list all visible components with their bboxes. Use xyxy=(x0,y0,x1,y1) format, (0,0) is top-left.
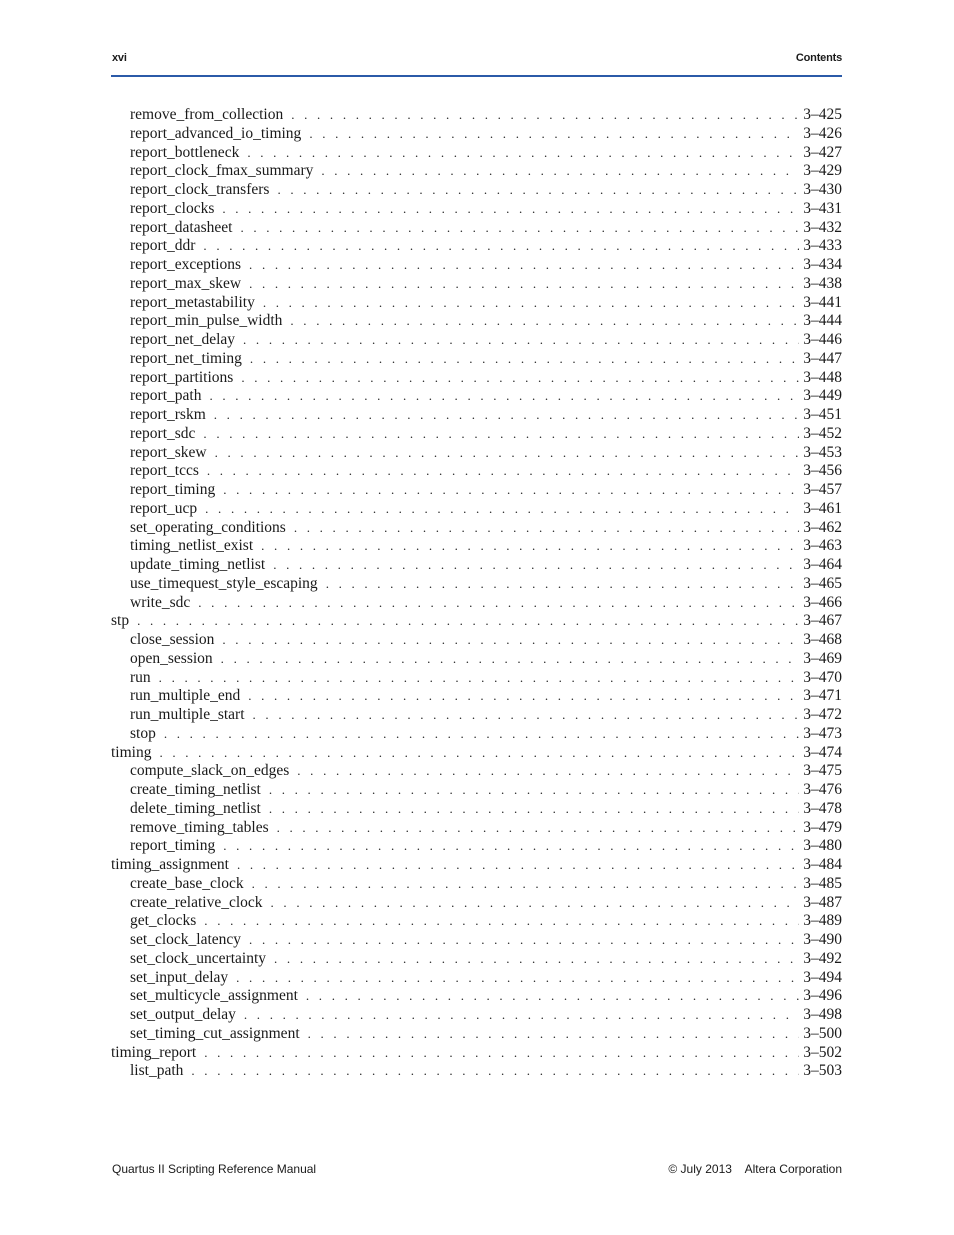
toc-entry[interactable] xyxy=(111,444,842,463)
toc-leader-dots xyxy=(277,181,799,200)
toc-entry-page: 3–438 xyxy=(803,274,842,292)
toc-leader-dots xyxy=(306,987,799,1006)
toc-entry-page: 3–453 xyxy=(803,443,842,461)
toc-entry-label: set_input_delay xyxy=(130,968,229,986)
toc-leader-dots xyxy=(294,519,799,538)
toc-entry[interactable] xyxy=(111,819,842,838)
table-of-contents xyxy=(111,106,842,1081)
toc-entry-page: 3–473 xyxy=(803,724,842,742)
toc-entry-page: 3–494 xyxy=(803,968,842,986)
toc-entry[interactable] xyxy=(111,275,842,294)
toc-entry-page: 3–496 xyxy=(803,987,842,1005)
toc-entry[interactable] xyxy=(111,500,842,519)
toc-leader-dots xyxy=(297,762,799,781)
toc-entry-label: report_min_pulse_width xyxy=(130,312,283,330)
toc-entry[interactable] xyxy=(111,369,842,388)
toc-entry-label: stp xyxy=(111,612,130,630)
footer-manual-title: Quartus II Scripting Reference Manual xyxy=(112,1162,317,1176)
toc-entry-label: remove_timing_tables xyxy=(130,818,269,836)
toc-entry[interactable] xyxy=(111,537,842,556)
toc-entry-page: 3–485 xyxy=(803,874,842,892)
toc-entry-label: use_timequest_style_escaping xyxy=(130,574,318,592)
toc-leader-dots xyxy=(204,912,799,931)
toc-entry[interactable] xyxy=(111,200,842,219)
toc-leader-dots xyxy=(159,744,799,763)
toc-entry[interactable] xyxy=(111,256,842,275)
toc-entry[interactable] xyxy=(111,425,842,444)
toc-entry[interactable] xyxy=(111,294,842,313)
toc-entry[interactable] xyxy=(111,1062,842,1081)
toc-entry-label: run_multiple_end xyxy=(130,687,241,705)
toc-entry[interactable] xyxy=(111,556,842,575)
toc-entry[interactable] xyxy=(111,594,842,613)
toc-entry-label: compute_slack_on_edges xyxy=(130,762,290,780)
toc-leader-dots xyxy=(261,537,799,556)
toc-entry-label: report_tccs xyxy=(130,462,199,480)
toc-entry-page: 3–502 xyxy=(803,1043,842,1061)
toc-entry-page: 3–492 xyxy=(803,949,842,967)
toc-entry[interactable] xyxy=(111,350,842,369)
toc-leader-dots xyxy=(223,837,799,856)
toc-entry-page: 3–475 xyxy=(803,762,842,780)
toc-entry-label: report_bottleneck xyxy=(130,143,240,161)
toc-entry[interactable] xyxy=(111,462,842,481)
toc-leader-dots xyxy=(308,1025,800,1044)
toc-entry[interactable] xyxy=(111,931,842,950)
toc-entry-page: 3–467 xyxy=(803,612,842,630)
toc-entry[interactable] xyxy=(111,181,842,200)
toc-entry-label: create_timing_netlist xyxy=(130,781,261,798)
toc-entry-page: 3–487 xyxy=(803,893,842,911)
toc-entry-page: 3–500 xyxy=(803,1024,842,1042)
toc-leader-dots xyxy=(309,125,799,144)
toc-leader-dots xyxy=(191,1062,799,1081)
toc-leader-dots xyxy=(222,200,799,219)
toc-entry-label: create_base_clock xyxy=(130,874,244,892)
toc-entry-page: 3–484 xyxy=(803,856,842,873)
toc-entry-page: 3–446 xyxy=(803,331,842,348)
toc-leader-dots xyxy=(249,931,799,950)
toc-entry-label: report_exceptions xyxy=(130,256,242,273)
toc-entry[interactable] xyxy=(111,1025,842,1044)
toc-entry-label: set_multicycle_assignment xyxy=(130,987,298,1005)
toc-entry[interactable] xyxy=(111,687,842,706)
toc-entry-page: 3–498 xyxy=(803,1006,842,1023)
toc-entry[interactable] xyxy=(111,331,842,350)
toc-entry-label: open_session xyxy=(130,649,213,667)
toc-entry[interactable] xyxy=(111,519,842,538)
toc-entry[interactable] xyxy=(111,631,842,650)
toc-entry[interactable] xyxy=(111,987,842,1006)
toc-entry-page: 3–468 xyxy=(803,631,842,648)
toc-leader-dots xyxy=(236,969,799,988)
toc-entry-page: 3–463 xyxy=(803,537,842,555)
toc-entry[interactable] xyxy=(111,669,842,688)
toc-entry-page: 3–426 xyxy=(803,124,842,142)
toc-entry-label: report_max_skew xyxy=(130,274,242,292)
toc-leader-dots xyxy=(263,294,799,313)
toc-entry-page: 3–431 xyxy=(803,199,842,217)
toc-leader-dots xyxy=(215,444,800,463)
toc-entry[interactable] xyxy=(111,312,842,331)
toc-leader-dots xyxy=(244,1006,799,1025)
toc-entry[interactable] xyxy=(111,762,842,781)
toc-entry-label: set_output_delay xyxy=(130,1006,236,1023)
toc-entry[interactable] xyxy=(111,969,842,988)
toc-entry-page: 3–430 xyxy=(803,181,842,198)
toc-entry[interactable] xyxy=(111,144,842,163)
toc-entry-label: report_skew xyxy=(130,443,207,461)
toc-entry-label: report_metastability xyxy=(130,293,255,311)
toc-leader-dots xyxy=(241,369,799,388)
toc-entry-page: 3–456 xyxy=(803,462,842,480)
toc-entry-page: 3–427 xyxy=(803,143,842,161)
toc-leader-dots xyxy=(203,425,799,444)
toc-entry[interactable] xyxy=(111,781,842,800)
toc-entry-label: report_ucp xyxy=(130,499,198,517)
toc-entry-label: set_clock_latency xyxy=(130,931,242,948)
toc-entry-page: 3–469 xyxy=(803,649,842,667)
toc-entry-page: 3–472 xyxy=(803,706,842,723)
toc-entry[interactable] xyxy=(111,744,842,763)
toc-entry-page: 3–476 xyxy=(803,781,842,798)
toc-leader-dots xyxy=(243,331,799,350)
toc-leader-dots xyxy=(209,387,799,406)
toc-leader-dots xyxy=(277,819,800,838)
toc-entry-page: 3–465 xyxy=(803,574,842,592)
toc-leader-dots xyxy=(248,687,799,706)
toc-entry-label: get_clocks xyxy=(130,912,197,930)
toc-entry-label: timing_netlist_exist xyxy=(130,537,254,555)
toc-leader-dots xyxy=(247,144,799,163)
toc-entry-label: report_timing xyxy=(130,837,216,855)
toc-entry-page: 3–461 xyxy=(803,499,842,517)
toc-entry-page: 3–478 xyxy=(803,799,842,817)
toc-entry-page: 3–471 xyxy=(803,687,842,705)
toc-entry-page: 3–425 xyxy=(803,106,842,123)
toc-entry-page: 3–503 xyxy=(803,1062,842,1080)
toc-entry[interactable] xyxy=(111,162,842,181)
toc-entry-page: 3–448 xyxy=(803,368,842,386)
toc-entry-label: set_timing_cut_assignment xyxy=(130,1024,300,1042)
toc-entry-label: report_sdc xyxy=(130,424,196,442)
toc-leader-dots xyxy=(198,594,799,613)
toc-entry-page: 3–452 xyxy=(803,424,842,442)
toc-leader-dots xyxy=(290,312,799,331)
toc-entry-label: write_sdc xyxy=(130,593,191,611)
toc-entry[interactable] xyxy=(111,575,842,594)
toc-entry-label: close_session xyxy=(130,631,215,648)
toc-entry-page: 3–490 xyxy=(803,931,842,948)
toc-entry[interactable] xyxy=(111,406,842,425)
toc-entry-page: 3–489 xyxy=(803,912,842,930)
toc-entry-page: 3–479 xyxy=(803,818,842,836)
toc-entry-page: 3–447 xyxy=(803,349,842,367)
toc-entry-label: timing xyxy=(111,743,152,761)
toc-entry-label: timing_report xyxy=(111,1043,197,1061)
toc-entry-label: report_clock_transfers xyxy=(130,181,270,198)
toc-entry-label: create_relative_clock xyxy=(130,893,263,911)
toc-entry-label: report_net_delay xyxy=(130,331,236,348)
toc-entry[interactable] xyxy=(111,237,842,256)
footer-copyright xyxy=(668,1162,842,1176)
toc-leader-dots xyxy=(159,669,800,688)
toc-leader-dots xyxy=(207,462,799,481)
toc-entry-label: list_path xyxy=(130,1062,184,1080)
section-title: Contents xyxy=(795,52,842,64)
toc-entry[interactable] xyxy=(111,1044,842,1063)
toc-entry-label: timing_assignment xyxy=(111,856,229,873)
toc-entry[interactable] xyxy=(111,725,842,744)
toc-leader-dots xyxy=(164,725,799,744)
toc-entry[interactable] xyxy=(111,612,842,631)
toc-entry[interactable] xyxy=(111,1006,842,1025)
toc-leader-dots xyxy=(291,106,799,125)
toc-leader-dots xyxy=(250,350,799,369)
toc-leader-dots xyxy=(205,500,799,519)
toc-entry-label: set_operating_conditions xyxy=(130,518,286,536)
toc-entry-page: 3–429 xyxy=(803,162,842,180)
toc-entry-label: report_advanced_io_timing xyxy=(130,124,302,142)
toc-entry-label: report_rskm xyxy=(130,406,206,423)
toc-entry-page: 3–457 xyxy=(803,481,842,498)
toc-leader-dots xyxy=(253,706,800,725)
toc-leader-dots xyxy=(321,162,799,181)
toc-leader-dots xyxy=(252,875,800,894)
toc-leader-dots xyxy=(222,631,799,650)
toc-entry[interactable] xyxy=(111,481,842,500)
toc-entry-label: report_net_timing xyxy=(130,349,242,367)
toc-leader-dots xyxy=(273,556,799,575)
toc-entry-page: 3–451 xyxy=(803,406,842,423)
toc-leader-dots xyxy=(204,1044,799,1063)
toc-leader-dots xyxy=(249,256,799,275)
toc-leader-dots xyxy=(326,575,800,594)
toc-leader-dots xyxy=(214,406,799,425)
toc-entry-page: 3–444 xyxy=(803,312,842,330)
toc-entry-label: set_clock_uncertainty xyxy=(130,949,267,967)
toc-entry-page: 3–441 xyxy=(803,293,842,311)
toc-entry-label: run xyxy=(130,668,151,686)
toc-leader-dots xyxy=(223,481,799,500)
toc-leader-dots xyxy=(269,781,799,800)
toc-entry[interactable] xyxy=(111,387,842,406)
toc-entry-label: report_path xyxy=(130,387,202,405)
toc-leader-dots xyxy=(203,237,799,256)
toc-entry-page: 3–432 xyxy=(803,218,842,236)
page-number: xvi xyxy=(112,52,127,64)
toc-entry[interactable] xyxy=(111,837,842,856)
toc-leader-dots xyxy=(269,800,799,819)
toc-entry-page: 3–449 xyxy=(803,387,842,405)
footer-date: © July 2013 xyxy=(668,1162,732,1176)
toc-leader-dots xyxy=(137,612,799,631)
toc-entry[interactable] xyxy=(111,856,842,875)
toc-entry-label: report_clock_fmax_summary xyxy=(130,162,314,180)
toc-entry[interactable] xyxy=(111,650,842,669)
toc-entry-label: report_partitions xyxy=(130,368,234,386)
toc-entry[interactable] xyxy=(111,950,842,969)
toc-entry[interactable] xyxy=(111,106,842,125)
toc-entry[interactable] xyxy=(111,219,842,238)
toc-leader-dots xyxy=(221,650,800,669)
toc-entry-label: report_clocks xyxy=(130,199,215,217)
toc-entry-label: stop xyxy=(130,724,156,742)
toc-entry[interactable] xyxy=(111,125,842,144)
toc-entry-page: 3–464 xyxy=(803,556,842,573)
toc-entry-page: 3–434 xyxy=(803,256,842,273)
toc-leader-dots xyxy=(237,856,799,875)
toc-entry-page: 3–466 xyxy=(803,593,842,611)
toc-leader-dots xyxy=(240,219,799,238)
header-rule xyxy=(111,75,842,77)
toc-entry-label: run_multiple_start xyxy=(130,706,245,723)
toc-entry[interactable] xyxy=(111,894,842,913)
toc-entry-page: 3–474 xyxy=(803,743,842,761)
toc-entry[interactable] xyxy=(111,912,842,931)
toc-entry-label: report_ddr xyxy=(130,237,196,255)
toc-entry[interactable] xyxy=(111,800,842,819)
toc-entry-label: update_timing_netlist xyxy=(130,556,266,573)
toc-leader-dots xyxy=(249,275,799,294)
toc-entry-page: 3–470 xyxy=(803,668,842,686)
toc-entry[interactable] xyxy=(111,706,842,725)
toc-entry[interactable] xyxy=(111,875,842,894)
toc-leader-dots xyxy=(274,950,799,969)
toc-entry-label: remove_from_collection xyxy=(130,106,284,123)
toc-entry-page: 3–480 xyxy=(803,837,842,855)
toc-entry-page: 3–462 xyxy=(803,518,842,536)
toc-leader-dots xyxy=(271,894,800,913)
footer-company: Altera Corporation xyxy=(744,1162,842,1176)
toc-entry-page: 3–433 xyxy=(803,237,842,255)
toc-entry-label: report_datasheet xyxy=(130,218,233,236)
toc-entry-label: delete_timing_netlist xyxy=(130,799,261,817)
toc-entry-label: report_timing xyxy=(130,481,216,498)
